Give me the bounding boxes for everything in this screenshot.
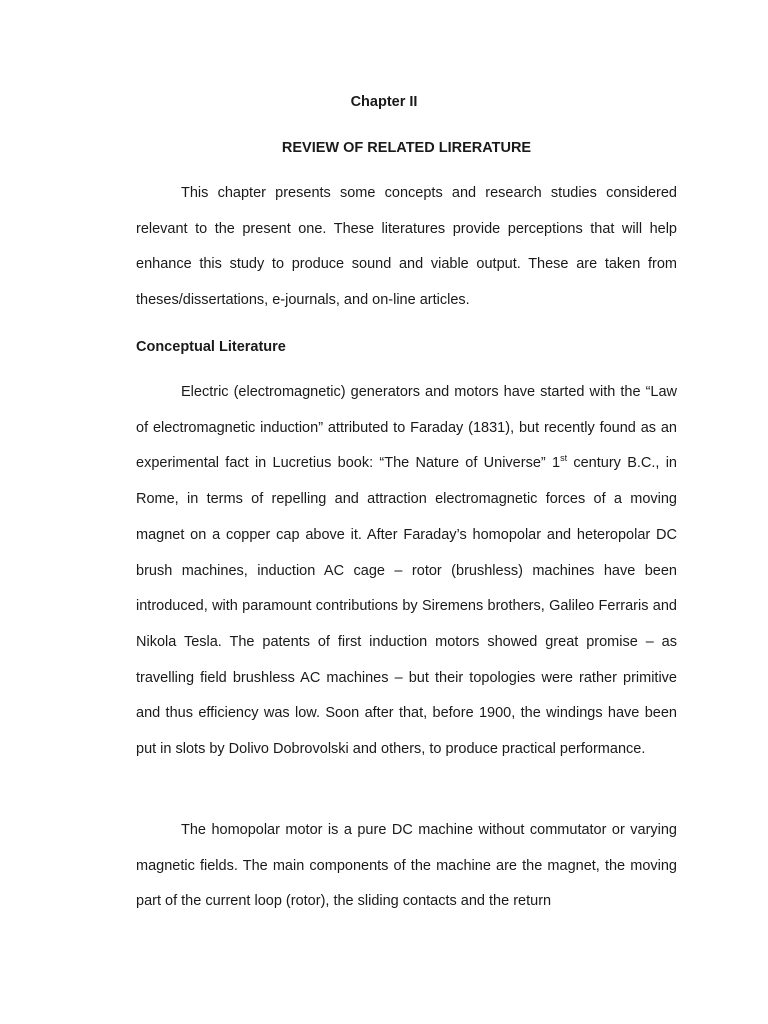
chapter-title: Chapter II <box>350 94 418 110</box>
paragraph-text-part-1: Electric (electromagnetic) generators and motors have started with the “Law of electromagnetic induction” attributed to Faraday (1831), but recently found as an experimental fact in Lucretius book: “The Nature of Universe” 1 <box>136 384 677 472</box>
section-title: REVIEW OF RELATED LIRERATURE <box>281 140 532 156</box>
ordinal-superscript: st <box>560 453 568 464</box>
conceptual-literature-heading: Conceptual Literature <box>136 339 286 355</box>
electromagnetic-history-paragraph <box>136 375 677 768</box>
intro-paragraph: This chapter presents some concepts and research studies considered relevant to the present one. These literatures provide perceptions that will help enhance this study to produce sound and viable output. These are taken from theses/dissertations, e-journals, and on-line articles. <box>136 185 677 309</box>
homopolar-motor-paragraph: The homopolar motor is a pure DC machine without commutator or varying magnetic fields. The main components of the machine are the magnet, the moving part of the current loop (rotor), the sliding contacts and the return <box>136 822 677 910</box>
paragraph-text-part-2: century B.C., in Rome, in terms of repelling and attraction electromagnetic forces of a moving magnet on a copper cap above it. After Faraday’s homopolar and heteropolar DC brush machines, induction AC cage – rotor (brushless) machines have been introduced, with paramount contributions by Siremens brothers, Galileo Ferraris and Nikola Tesla. The patents of first induction motors showed great promise – as travelling field brushless AC machines – but their topologies were rather primitive and thus efficiency was low. Soon after that, before 1900, the windings have been put in slots by Dolivo Dobrovolski and others, to produce practical performance. <box>136 455 677 758</box>
